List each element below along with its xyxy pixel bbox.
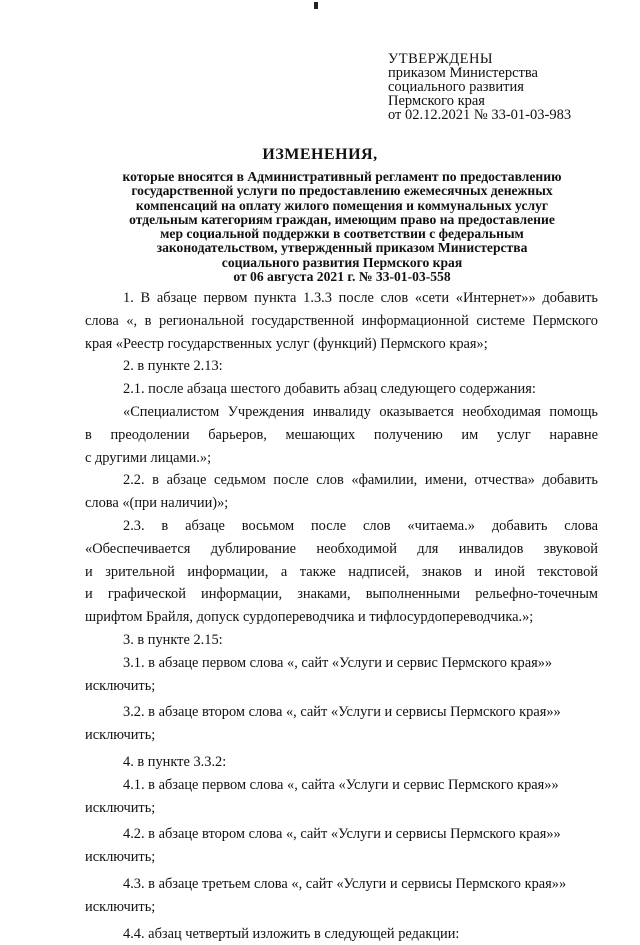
- document-body: [85, 287, 598, 945]
- body-line: «Специалистом Учреждения инвалиду оказывается необходимая помощь: [123, 403, 598, 420]
- body-line: и зрительной информации, а также надписей, знаков и иной текстовой: [85, 563, 598, 580]
- body-line: слова «(при наличии)»;: [85, 495, 229, 512]
- body-line: с другими лицами.»;: [85, 449, 212, 466]
- scan-mark: [314, 2, 318, 9]
- body-line: и графической информации, знаками, выполненными рельефно-точечным: [85, 586, 598, 603]
- subtitle-line: социального развития Пермского края: [221, 254, 463, 270]
- approval-line: социального развития: [388, 79, 524, 95]
- body-line: 2.2. в абзаце седьмом после слов «фамилии, имени, отчества» добавить: [123, 472, 598, 489]
- body-line: 3.2. в абзаце втором слова «, сайт «Услуги и сервисы Пермского края»»: [123, 704, 561, 721]
- body-line: в преодолении барьеров, мешающих получению им услуг наравне: [85, 426, 598, 443]
- body-line: 2.1. после абзаца шестого добавить абзац следующего содержания:: [123, 381, 536, 398]
- body-line: края «Реестр государственных услуг (функций) Пермского края»;: [85, 335, 488, 352]
- body-line: 2.3. в абзаце восьмом после слов «читаема.» добавить слова: [123, 517, 598, 534]
- approval-title: УТВЕРЖДЕНЫ: [388, 51, 494, 67]
- subtitle-line: мер социальной поддержки в соответствии с федеральным: [160, 226, 524, 242]
- body-line: 4.1. в абзаце первом слова «, сайта «Услуги и сервис Пермского края»»: [123, 776, 559, 793]
- document-title: ИЗМЕНЕНИЯ,: [262, 146, 378, 163]
- approval-block: [388, 52, 628, 122]
- body-line: исключить;: [85, 799, 156, 816]
- body-line: 4. в пункте 3.3.2:: [123, 753, 227, 770]
- approval-line: от 02.12.2021 № 33-01-03-983: [388, 107, 572, 123]
- body-line: 3.1. в абзаце первом слова «, сайт «Услуги и сервис Пермского края»»: [123, 654, 553, 671]
- document-subtitle: [86, 170, 598, 284]
- body-line: исключить;: [85, 727, 156, 744]
- body-line: 4.2. в абзаце втором слова «, сайт «Услуги и сервисы Пермского края»»: [123, 826, 561, 843]
- subtitle-line: отдельным категориям граждан, имеющим право на предоставление: [129, 211, 555, 227]
- body-line: 4.4. абзац четвертый изложить в следующей редакции:: [123, 925, 460, 942]
- body-line: шрифтом Брайля, допуск сурдопереводчика и тифлосурдопереводчика.»;: [85, 609, 534, 626]
- subtitle-line: законодательством, утвержденный приказом Министерства: [156, 240, 528, 256]
- body-line: исключить;: [85, 849, 156, 866]
- body-line: «Обеспечивается дублирование необходимой для инвалидов звуковой: [85, 540, 598, 557]
- body-line: исключить;: [85, 898, 156, 915]
- subtitle-line: государственной услуги по предоставлению ежемесячных денежных: [131, 183, 553, 199]
- body-line: 2. в пункте 2.13:: [123, 358, 223, 375]
- subtitle-line: компенсаций на оплату жилого помещения и коммунальных услуг: [135, 197, 549, 213]
- approval-line: Пермского края: [388, 93, 485, 109]
- approval-line: приказом Министерства: [388, 65, 538, 81]
- subtitle-line: от 06 августа 2021 г. № 33-01-03-558: [233, 269, 451, 285]
- subtitle-line: которые вносятся в Административный регламент по предоставлению: [122, 169, 562, 184]
- body-line: 3. в пункте 2.15:: [123, 631, 223, 648]
- body-line: слова «, в региональной государственной информационной системе Пермского: [85, 312, 598, 329]
- body-line: исключить;: [85, 677, 156, 694]
- body-line: 4.3. в абзаце третьем слова «, сайт «Услуги и сервисы Пермского края»»: [123, 875, 567, 892]
- body-line: 1. В абзаце первом пункта 1.3.3 после слов «сети «Интернет»» добавить: [123, 290, 598, 306]
